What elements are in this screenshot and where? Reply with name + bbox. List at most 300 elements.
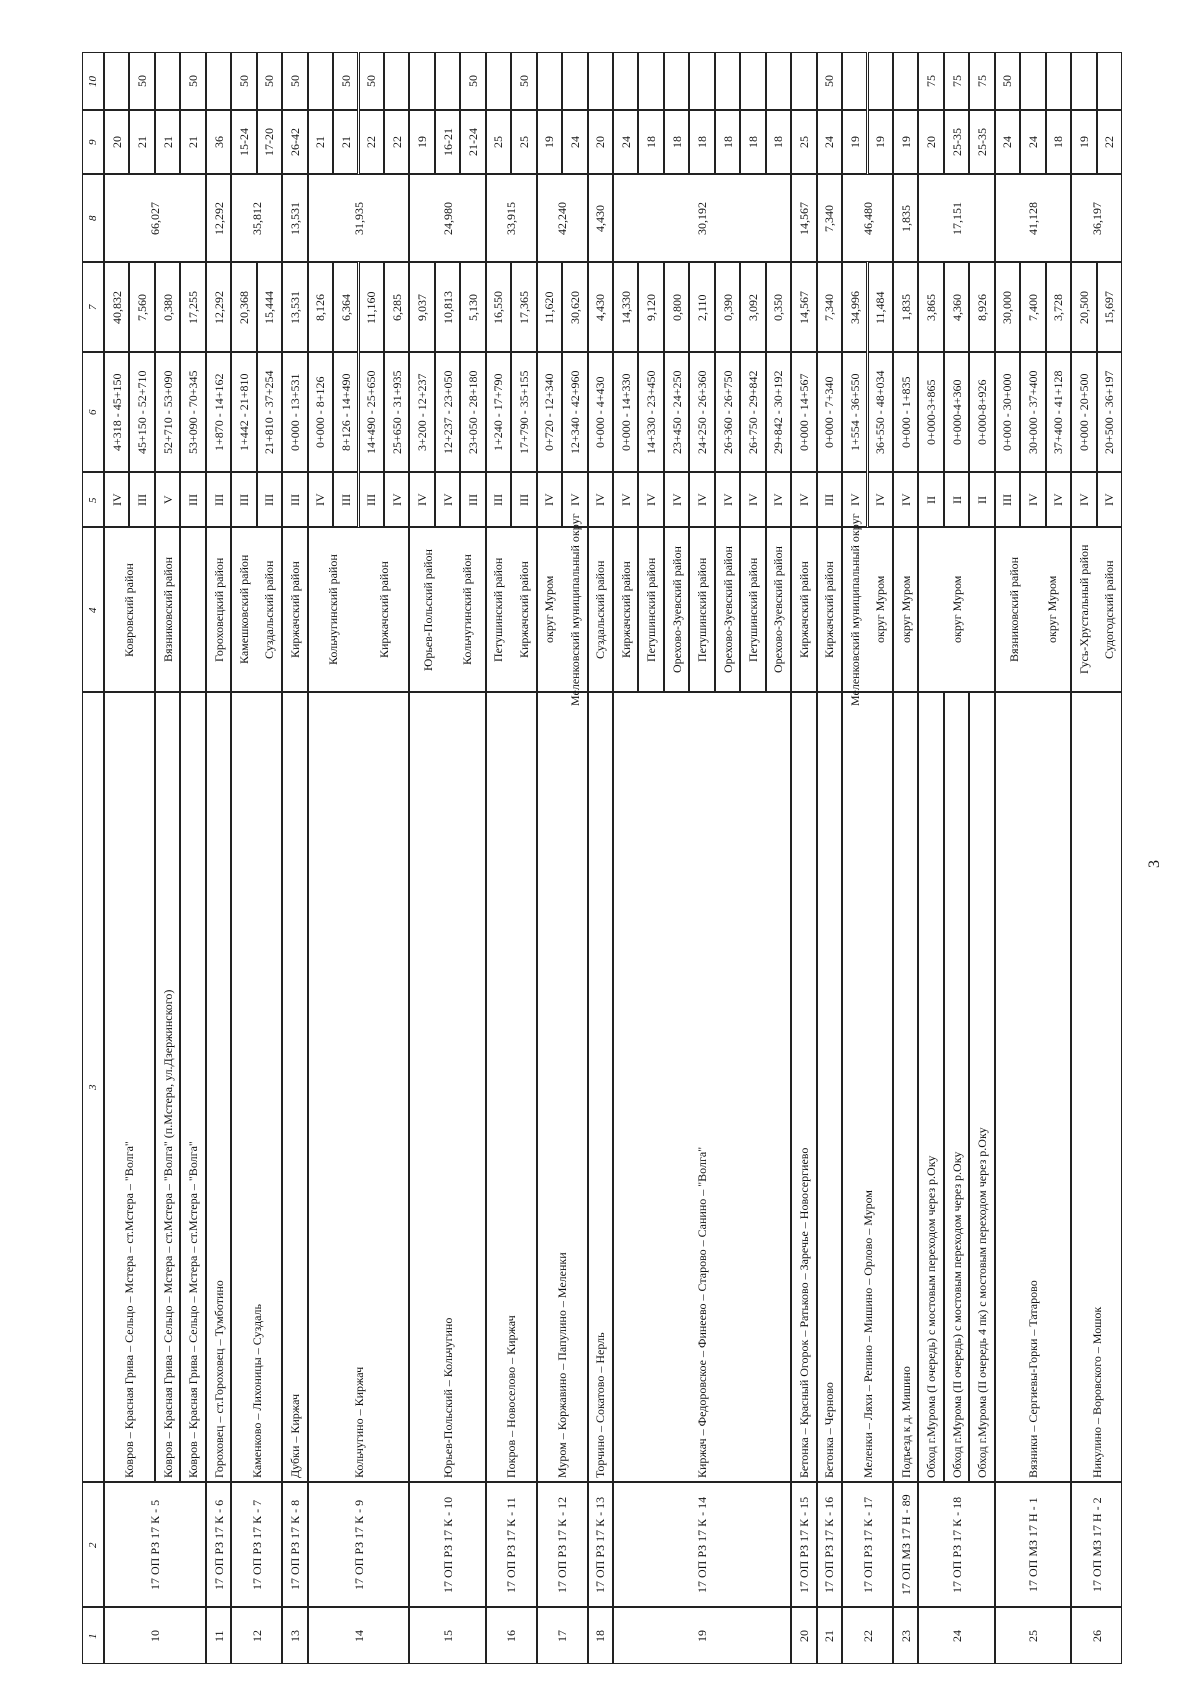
road-category: V	[160, 495, 175, 504]
header-col-number: 9	[87, 139, 99, 145]
segment-length: 7,340	[822, 293, 837, 321]
strip-width-cell	[1071, 52, 1096, 110]
road-code: 17 ОП РЗ 17 К - 9	[351, 1499, 366, 1590]
district-name: Меленковский муниципальный округ	[847, 513, 862, 706]
strip-width: 75	[924, 75, 939, 87]
strip-width-cell	[486, 52, 511, 110]
road-category: IV	[618, 493, 633, 506]
total-length: 36,197	[1089, 201, 1104, 235]
km-range: 53+090 - 70+345	[186, 370, 201, 454]
road-category: II	[924, 495, 939, 504]
road-code: 17 ОП РЗ 17 К - 15	[796, 1496, 811, 1593]
segment-length: 17,255	[186, 290, 201, 324]
roadway-width: 20	[593, 136, 608, 148]
km-range: 36+550 - 48+034	[873, 370, 888, 454]
district-name: Меленковский муниципальный округ	[567, 513, 582, 706]
road-category: IV	[745, 493, 760, 506]
road-name: Ковров – Красная Грива – Сельцо – Мстера – ст.Мстера – "Волга"	[122, 1141, 137, 1478]
district-name: округ Муром	[898, 575, 913, 643]
segment-length: 16,550	[491, 290, 506, 324]
roadway-width: 21	[135, 136, 150, 148]
roadway-width: 19	[1076, 136, 1091, 148]
road-category: III	[364, 493, 379, 506]
segment-length: 9,120	[644, 293, 659, 321]
roadway-width: 18	[1051, 136, 1066, 148]
total-length: 66,027	[147, 201, 162, 235]
segment-length: 0,800	[669, 293, 684, 321]
road-code: 17 ОП РЗ 17 К - 17	[860, 1496, 875, 1593]
road-category: III	[491, 493, 506, 506]
road-category: IV	[898, 493, 913, 506]
district-name: Петушинский район	[491, 557, 506, 662]
km-range: 0+000 - 30+000	[1000, 373, 1015, 451]
road-category: IV	[1076, 493, 1091, 506]
road-code: 17 ОП МЗ 17 Н - 2	[1089, 1497, 1104, 1592]
header-col-number: 6	[87, 409, 99, 415]
km-range: 14+490 - 25+650	[364, 370, 379, 454]
km-range: 4+318 - 45+150	[109, 373, 124, 451]
roadway-width: 24	[618, 136, 633, 148]
strip-width-cell	[893, 52, 918, 110]
total-length: 30,192	[695, 201, 710, 235]
district-name: Кольчугинский район	[459, 554, 474, 665]
road-code: 17 ОП РЗ 17 К - 13	[593, 1496, 608, 1593]
roadway-width: 21	[313, 136, 328, 148]
roadway-width: 19	[898, 136, 913, 148]
road-category: III	[1000, 493, 1015, 506]
segment-length: 17,365	[516, 290, 531, 324]
district-name: Петушинский район	[695, 557, 710, 662]
header-col-number: 2	[87, 1542, 99, 1548]
road-code: 17 ОП РЗ 17 К - 5	[147, 1499, 162, 1590]
road-category: II	[949, 495, 964, 504]
total-length: 1,835	[898, 204, 913, 232]
road-name: Юрьев-Польский – Кольчугино	[440, 1317, 455, 1478]
district-name: округ Муром	[949, 575, 964, 643]
total-length: 33,915	[504, 201, 519, 235]
road-category: III	[135, 493, 150, 506]
km-range: 52+710 - 53+090	[160, 370, 175, 454]
district-name: Вязниковский район	[160, 556, 175, 662]
header-col-number: 7	[87, 304, 99, 310]
km-range: 23+450 - 24+250	[669, 370, 684, 454]
road-category: II	[975, 495, 990, 504]
header-col-number: 3	[87, 1084, 99, 1090]
road-name: Покров – Новоселово – Киржач	[504, 1315, 519, 1478]
road-category: III	[466, 493, 481, 506]
km-range: 26+750 - 29+842	[745, 370, 760, 454]
road-category: IV	[873, 493, 888, 506]
road-name: Муром – Коржавино – Папулино – Меленки	[555, 1252, 570, 1478]
row-number: 14	[351, 1629, 366, 1642]
km-range: 0+000 - 4+430	[593, 376, 608, 448]
road-name: Вязники – Сергиевы-Горки – Татарово	[1025, 1280, 1040, 1478]
header-col-number: 10	[87, 75, 99, 87]
roadway-width: 25	[491, 136, 506, 148]
total-length: 17,151	[949, 201, 964, 235]
segment-length: 11,484	[873, 290, 888, 324]
km-range: 21+810 - 37+254	[262, 370, 277, 454]
total-length: 46,480	[860, 201, 875, 235]
district-name: Киржачский район	[376, 561, 391, 658]
segment-length: 10,813	[440, 290, 455, 324]
row-number: 21	[822, 1629, 837, 1642]
road-category: III	[338, 493, 353, 506]
km-range: 8+126 - 14+490	[338, 373, 353, 451]
total-length: 24,980	[440, 201, 455, 235]
road-category: IV	[389, 493, 404, 506]
total-length: 4,430	[593, 204, 608, 232]
row-number: 17	[555, 1629, 570, 1642]
segment-length: 5,130	[466, 293, 481, 321]
strip-width-cell	[1097, 52, 1122, 110]
segment-length: 6,285	[389, 293, 404, 321]
roadway-width: 24	[822, 136, 837, 148]
strip-width-cell	[588, 52, 613, 110]
roadway-width: 15-24	[236, 128, 251, 156]
road-category: IV	[669, 493, 684, 506]
roadway-width: 20	[109, 136, 124, 148]
strip-width: 50	[262, 75, 277, 87]
segment-length: 8,126	[313, 293, 328, 321]
km-range: 26+360 - 26+750	[720, 370, 735, 454]
km-range: 12+340 - 42+960	[567, 370, 582, 454]
segment-length: 30,620	[567, 290, 582, 324]
km-range: 3+200 - 12+237	[415, 373, 430, 451]
roadway-width: 19	[847, 136, 862, 148]
road-category: IV	[1102, 493, 1117, 506]
district-name: Орехово-Зуевский район	[720, 546, 735, 673]
row-number: 18	[593, 1629, 608, 1642]
road-category: III	[287, 493, 302, 506]
district-name: округ Муром	[542, 575, 557, 643]
roadway-width: 20	[924, 136, 939, 148]
road-category: III	[186, 493, 201, 506]
road-name: Ковров – Красная Грива – Сельцо – Мстера – ст.Мстера – "Волга"	[186, 1141, 201, 1478]
road-category: IV	[1051, 493, 1066, 506]
segment-length: 12,292	[211, 290, 226, 324]
roadway-width: 21	[160, 136, 175, 148]
road-name-cell	[308, 692, 410, 1482]
road-name: Киржач – Федоровское – Финеево – Старово – Санино – "Волга"	[695, 1146, 710, 1478]
strip-width: 50	[516, 75, 531, 87]
roadway-width: 17-20	[262, 128, 277, 156]
km-range: 0+000 - 8+126	[313, 376, 328, 448]
road-name-cell	[817, 692, 842, 1482]
km-range: 0+000 - 7+340	[822, 376, 837, 448]
district-name: Орехово-Зуевский район	[669, 546, 684, 673]
strip-width-cell	[740, 52, 765, 110]
header-col-number: 8	[87, 215, 99, 221]
district-name: Кольчугинский район	[326, 554, 341, 665]
strip-width-cell	[766, 52, 791, 110]
segment-length: 34,996	[847, 290, 862, 324]
strip-width-cell	[384, 52, 409, 110]
road-code: 17 ОП РЗ 17 К - 12	[555, 1496, 570, 1593]
district-name: Петушинский район	[745, 557, 760, 662]
km-range: 0+000-3+865	[924, 379, 939, 445]
segment-length: 11,620	[542, 290, 557, 324]
strip-width: 50	[186, 75, 201, 87]
total-length: 12,292	[211, 201, 226, 235]
segment-length: 15,697	[1102, 290, 1117, 324]
segment-length: 9,037	[415, 293, 430, 321]
segment-length: 14,567	[796, 290, 811, 324]
road-name: Гороховец – ст.Гороховец – Тумботино	[211, 1280, 226, 1478]
district-name: Киржачский район	[618, 561, 633, 658]
segment-length: 0,390	[720, 293, 735, 321]
segment-length: 3,865	[924, 293, 939, 321]
strip-width: 50	[338, 75, 353, 87]
strip-width: 50	[364, 75, 379, 87]
road-category: IV	[771, 493, 786, 506]
segment-length: 14,330	[618, 290, 633, 324]
road-name: Обход г.Мурома (I очередь) с мостовым переходом через р.Оку	[924, 1155, 939, 1478]
roadway-width: 18	[771, 136, 786, 148]
district-name: Киржачский район	[822, 561, 837, 658]
district-name: Вязниковский район	[1006, 556, 1021, 662]
total-length: 14,567	[796, 201, 811, 235]
total-length: 35,812	[249, 201, 264, 235]
road-name: Обход г.Мурома (II очередь) с мостовым переходом через р.Оку	[949, 1151, 964, 1478]
km-range: 1+442 - 21+810	[236, 373, 251, 451]
strip-width-cell	[409, 52, 434, 110]
roadway-width: 24	[1025, 136, 1040, 148]
segment-length: 1,835	[898, 293, 913, 321]
road-category: IV	[415, 493, 430, 506]
district-name: Юрьев-Польский район	[421, 548, 436, 671]
segment-length: 20,368	[236, 290, 251, 324]
roadway-width: 21	[338, 136, 353, 148]
road-category: IV	[695, 493, 710, 506]
district-cell	[180, 527, 205, 692]
segment-length: 4,360	[949, 293, 964, 321]
segment-length: 2,110	[695, 293, 710, 321]
road-category: III	[262, 493, 277, 506]
strip-width-cell	[613, 52, 638, 110]
row-number: 26	[1089, 1629, 1104, 1642]
roadway-width: 19	[873, 136, 888, 148]
strip-width-cell	[868, 52, 893, 110]
km-range: 0+000 - 13+531	[287, 373, 302, 451]
km-range: 23+050 - 28+180	[466, 370, 481, 454]
road-name: Бетонка – Черново	[822, 1382, 837, 1478]
segment-length: 0,350	[771, 293, 786, 321]
road-code: 17 ОП РЗ 17 К - 10	[440, 1496, 455, 1593]
row-number: 24	[949, 1629, 964, 1642]
km-range: 0+000 - 20+500	[1076, 373, 1091, 451]
district-name: Киржачский район	[796, 561, 811, 658]
roadway-width: 26-42	[287, 128, 302, 156]
road-name: Дубки – Киржач	[287, 1394, 302, 1478]
road-category: IV	[644, 493, 659, 506]
roadway-width: 22	[1102, 136, 1117, 148]
road-code: 17 ОП РЗ 17 К - 16	[822, 1496, 837, 1593]
km-range: 20+500 - 36+197	[1102, 370, 1117, 454]
road-code: 17 ОП РЗ 17 К - 18	[949, 1496, 964, 1593]
road-code: 17 ОП РЗ 17 К - 11	[504, 1496, 519, 1593]
road-code: 17 ОП МЗ 17 Н - 1	[1025, 1497, 1040, 1592]
road-code: 17 ОП РЗ 17 К - 8	[287, 1499, 302, 1590]
road-category: IV	[567, 493, 582, 506]
km-range: 0+000 - 14+330	[618, 373, 633, 451]
strip-width-cell	[638, 52, 663, 110]
strip-width: 75	[949, 75, 964, 87]
roadway-width: 18	[644, 136, 659, 148]
segment-length: 30,000	[1000, 290, 1015, 324]
row-number: 23	[898, 1629, 913, 1642]
row-number: 12	[249, 1629, 264, 1642]
row-number: 22	[860, 1629, 875, 1642]
segment-length: 0,380	[160, 293, 175, 321]
district-name: Орехово-Зуевский район	[771, 546, 786, 673]
roadway-width: 21-24	[466, 128, 481, 156]
km-range: 14+330 - 23+450	[644, 370, 659, 454]
district-name: Ковровский район	[122, 562, 137, 657]
road-category: III	[236, 493, 251, 506]
road-name: Ковров – Красная Грива – Сельцо – Мстера – ст.Мстера – "Волга" (п.Мстера, ул.Дзержинского)	[160, 989, 175, 1478]
road-category: IV	[109, 493, 124, 506]
row-number: 10	[147, 1629, 162, 1642]
road-category: IV	[847, 493, 862, 506]
strip-width-cell	[1046, 52, 1071, 110]
strip-width-cell	[206, 52, 231, 110]
road-name: Обход г.Мурома (II очередь 4 пк) с мостовым переходом через р.Оку	[975, 1127, 990, 1478]
district-name: Суздальский район	[262, 560, 277, 659]
strip-width-cell	[155, 52, 180, 110]
road-category: III	[516, 493, 531, 506]
road-category: IV	[440, 493, 455, 506]
strip-width-cell	[791, 52, 816, 110]
km-range: 0+000-8+926	[975, 379, 990, 445]
road-name: Меленки – Ляхи – Репино – Мишино – Орлово – Муром	[860, 1189, 875, 1478]
km-range: 24+250 - 26+360	[695, 370, 710, 454]
strip-width: 75	[975, 75, 990, 87]
roadway-width: 19	[415, 136, 430, 148]
district-name: Суздальский район	[593, 560, 608, 659]
segment-length: 7,560	[135, 293, 150, 321]
row-number: 16	[504, 1629, 519, 1642]
segment-length: 20,500	[1076, 290, 1091, 324]
roadway-width: 22	[389, 136, 404, 148]
district-name: округ Муром	[1045, 575, 1059, 643]
total-length: 42,240	[555, 201, 570, 235]
row-number: 25	[1025, 1629, 1040, 1642]
header-col-number: 5	[87, 497, 99, 503]
strip-width-cell	[689, 52, 714, 110]
road-code: 17 ОП МЗ 17 Н - 89	[898, 1494, 913, 1595]
segment-length: 8,926	[975, 293, 990, 321]
road-name: Торчино – Сокатово – Нерль	[593, 1332, 608, 1478]
road-name: Подъезд к д. Мишино	[898, 1366, 913, 1478]
roadway-width: 24	[567, 136, 582, 148]
district-cell	[308, 527, 410, 692]
roadway-width: 25	[516, 136, 531, 148]
roadway-width: 22	[364, 136, 379, 148]
km-range: 29+842 - 30+192	[771, 370, 786, 454]
km-range: 17+790 - 35+155	[516, 370, 531, 454]
segment-length: 7,400	[1025, 293, 1040, 321]
km-range: 25+650 - 31+935	[389, 370, 404, 454]
roadway-width: 16-21	[440, 128, 455, 156]
road-name: Бетонка – Красный Огорок – Ратьково – Заречье – Новосергиево	[796, 1147, 811, 1478]
roadway-width: 25-35	[949, 128, 964, 156]
strip-width: 50	[287, 75, 302, 87]
km-range: 0+000 - 1+835	[898, 376, 913, 448]
total-length: 13,531	[287, 201, 302, 235]
road-category: IV	[1025, 493, 1040, 506]
segment-length: 11,160	[364, 290, 379, 324]
road-code: 17 ОП РЗ 17 К - 7	[249, 1499, 264, 1590]
district-name: Камешковский район	[236, 554, 251, 664]
roadway-width: 18	[695, 136, 710, 148]
road-category: IV	[542, 493, 557, 506]
roadway-width: 21	[186, 136, 201, 148]
km-range: 30+000 - 37+400	[1025, 370, 1040, 454]
segment-length: 3,728	[1051, 293, 1066, 321]
segment-length: 3,092	[745, 293, 760, 321]
district-name: Киржачский район	[516, 561, 531, 658]
segment-length: 40,832	[109, 290, 124, 324]
strip-width: 50	[135, 75, 150, 87]
row-number: 15	[440, 1629, 455, 1642]
strip-width-cell	[1020, 52, 1045, 110]
district-name: Петушинский район	[644, 557, 659, 662]
segment-length: 4,430	[593, 293, 608, 321]
district-name: Гороховецкий район	[211, 557, 226, 662]
road-name-cell	[282, 692, 307, 1482]
page-number: 3	[1146, 860, 1163, 868]
district-name: Киржачский район	[287, 561, 302, 658]
total-length: 7,340	[822, 204, 837, 232]
km-range: 0+000 - 14+567	[796, 373, 811, 451]
road-category: IV	[720, 493, 735, 506]
road-category: III	[822, 493, 837, 506]
roadway-width: 25	[796, 136, 811, 148]
strip-width-cell	[308, 52, 333, 110]
total-length: 41,128	[1025, 201, 1040, 235]
strip-width-cell	[537, 52, 562, 110]
strip-width-cell	[715, 52, 740, 110]
strip-width: 50	[822, 75, 837, 87]
district-name: Гусь-Хрустальный район	[1076, 544, 1091, 674]
segment-length: 13,531	[287, 290, 302, 324]
km-range: 0+720 - 12+340	[542, 373, 557, 451]
km-range: 37+400 - 41+128	[1051, 370, 1066, 454]
header-col-number: 1	[87, 1633, 99, 1639]
strip-width: 50	[236, 75, 251, 87]
road-code: 17 ОП РЗ 17 К - 6	[211, 1499, 226, 1590]
total-length: 31,935	[351, 201, 366, 235]
roads-table	[82, 52, 1122, 1664]
strip-width-cell	[842, 52, 867, 110]
strip-width-cell	[104, 52, 129, 110]
roadway-width: 18	[745, 136, 760, 148]
roadway-width: 18	[669, 136, 684, 148]
road-name-cell	[893, 692, 918, 1482]
km-range: 45+150 - 52+710	[135, 370, 150, 454]
strip-width-cell	[435, 52, 460, 110]
roadway-width: 19	[542, 136, 557, 148]
km-range: 0+000-4+360	[949, 379, 964, 445]
road-category: IV	[593, 493, 608, 506]
roadway-width: 24	[1000, 136, 1015, 148]
road-name: Кольчугино – Киржач	[351, 1366, 366, 1478]
segment-length: 6,364	[338, 293, 353, 321]
km-range: 1+554 - 36+550	[847, 373, 862, 451]
km-range: 12+237 - 23+050	[440, 370, 455, 454]
road-name: Каменково – Лихоницы – Суздаль	[249, 1304, 264, 1478]
